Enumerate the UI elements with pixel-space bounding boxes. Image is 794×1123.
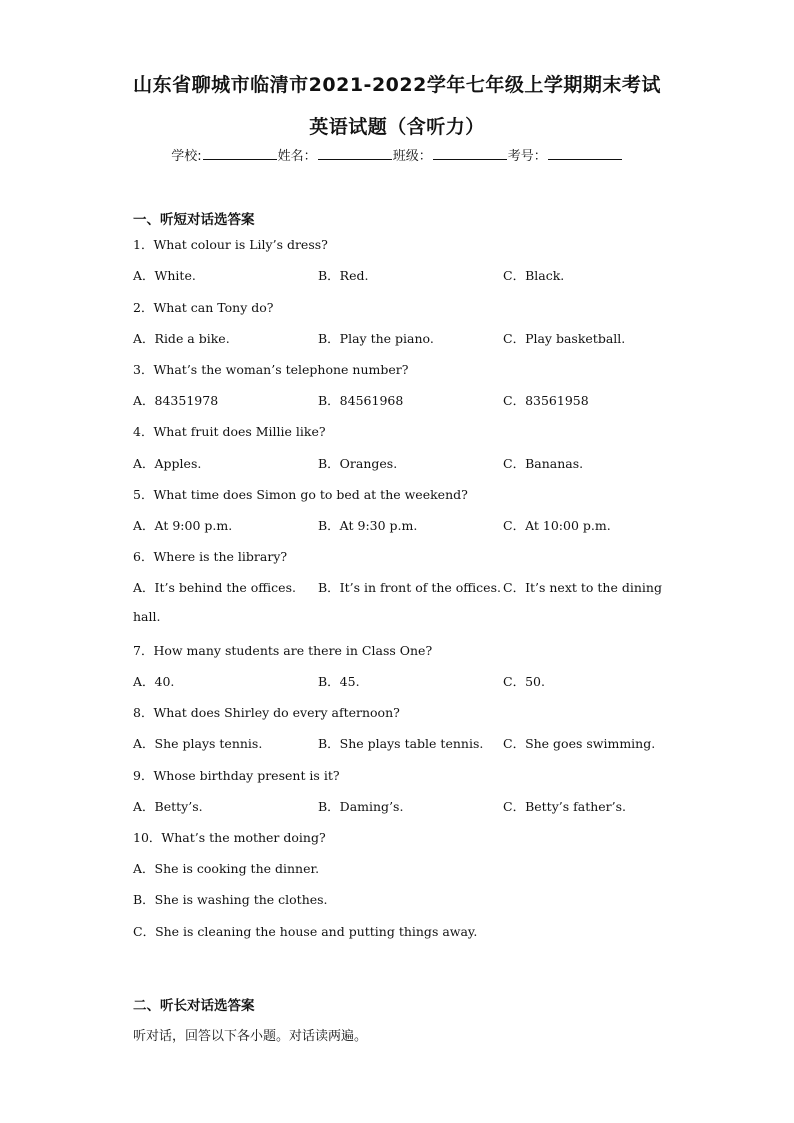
q10-option-c: C．She is cleaning the house and putting things away. xyxy=(133,924,478,939)
q4-option-a: A．Apples. xyxy=(133,456,202,471)
class-blank xyxy=(433,147,507,160)
question-6: 6．Where is the library? xyxy=(133,549,288,564)
name-label: 姓名： xyxy=(277,149,317,164)
exam-title-line2: 英语试题（含听力） xyxy=(309,116,485,138)
q3-option-a: A．84351978 xyxy=(133,393,219,408)
question-2: 2．What can Tony do? xyxy=(133,300,274,315)
q3-option-b: B．84561968 xyxy=(318,393,404,408)
question-9: 9．Whose birthday present is it? xyxy=(133,768,340,783)
school-label: 学校: xyxy=(171,149,202,164)
exam-title-line1: 山东省聊城市临清市2021-2022学年七年级上学期期末考试 xyxy=(133,74,661,96)
q3-option-c: C．83561958 xyxy=(503,393,589,408)
q1-option-c: C．Black. xyxy=(503,268,565,283)
q7-option-c: C．50. xyxy=(503,674,545,689)
q5-option-b: B．At 9:30 p.m. xyxy=(318,518,418,533)
question-3: 3．What’s the woman’s telephone number? xyxy=(133,362,409,377)
q1-option-a: A．White. xyxy=(133,268,196,283)
class-label: 班级： xyxy=(392,149,432,164)
school-blank xyxy=(203,147,277,160)
q10-option-b: B．She is washing the clothes. xyxy=(133,892,328,907)
q6-option-c: C．It’s next to the dining xyxy=(503,580,662,595)
section2-instruction: 听对话，回答以下各小题。对话读两遍。 xyxy=(133,1029,368,1044)
q6-option-a: A．It’s behind the offices. xyxy=(133,580,296,595)
q9-option-a: A．Betty’s. xyxy=(133,799,203,814)
q10-option-a: A．She is cooking the dinner. xyxy=(133,861,320,876)
q4-option-c: C．Bananas. xyxy=(503,456,584,471)
q4-option-b: B．Oranges. xyxy=(318,456,398,471)
question-4: 4．What fruit does Millie like? xyxy=(133,424,326,439)
section2-heading: 二、听长对话选答案 xyxy=(133,998,255,1014)
q8-option-c: C．She goes swimming. xyxy=(503,736,656,751)
q8-option-a: A．She plays tennis. xyxy=(133,736,263,751)
question-10: 10．What’s the mother doing? xyxy=(133,830,326,845)
q8-option-b: B．She plays table tennis. xyxy=(318,736,484,751)
question-5: 5．What time does Simon go to bed at the weekend? xyxy=(133,487,468,502)
number-blank xyxy=(548,147,622,160)
q7-option-b: B．45. xyxy=(318,674,360,689)
q6-option-c-continued: hall. xyxy=(133,609,161,624)
section1-heading: 一、听短对话选答案 xyxy=(133,212,255,228)
question-1: 1．What colour is Lily’s dress? xyxy=(133,237,328,252)
q7-option-a: A．40. xyxy=(133,674,175,689)
q2-option-c: C．Play basketball. xyxy=(503,331,626,346)
question-7: 7．How many students are there in Class One? xyxy=(133,643,433,658)
question-8: 8．What does Shirley do every afternoon? xyxy=(133,705,400,720)
q6-option-b: B．It’s in front of the offices. xyxy=(318,580,501,595)
q2-option-a: A．Ride a bike. xyxy=(133,331,230,346)
number-label: 考号： xyxy=(507,149,547,164)
q5-option-a: A．At 9:00 p.m. xyxy=(133,518,233,533)
student-info-line xyxy=(0,145,794,164)
q2-option-b: B．Play the piano. xyxy=(318,331,434,346)
q5-option-c: C．At 10:00 p.m. xyxy=(503,518,611,533)
name-blank xyxy=(318,147,392,160)
q9-option-c: C．Betty’s father’s. xyxy=(503,799,627,814)
q9-option-b: B．Daming’s. xyxy=(318,799,404,814)
q1-option-b: B．Red. xyxy=(318,268,369,283)
